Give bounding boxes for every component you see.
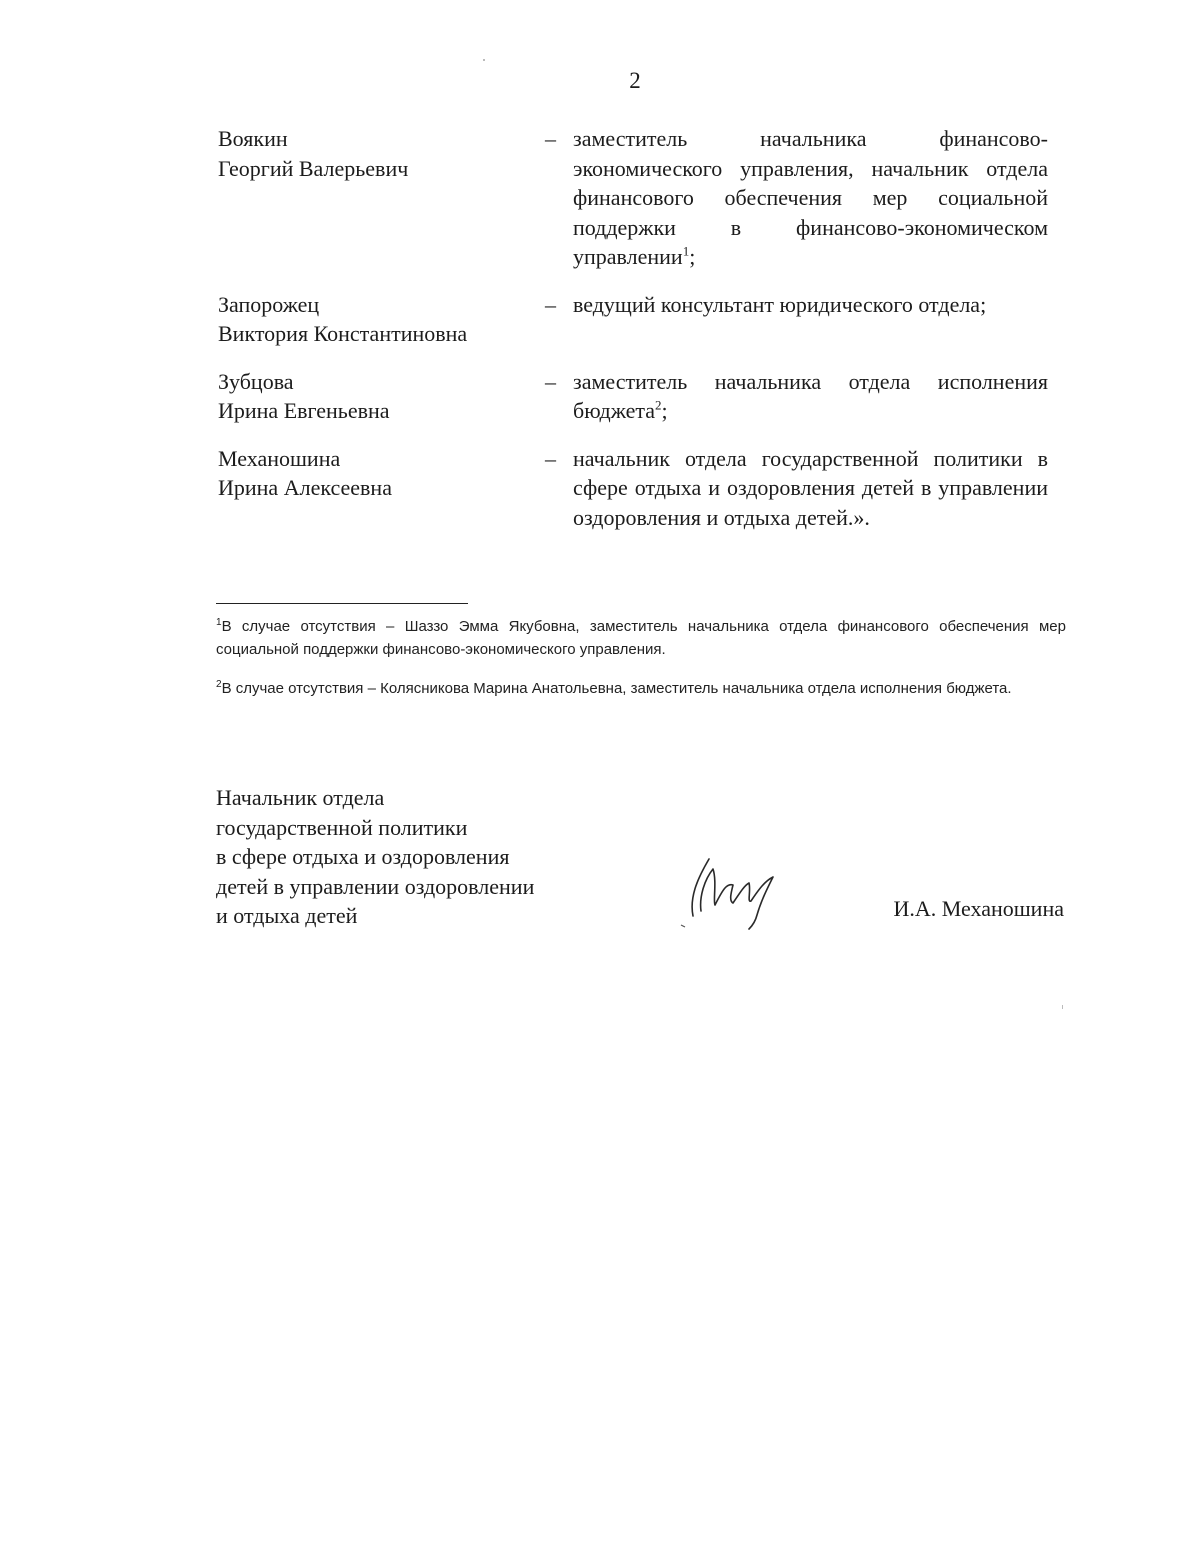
member-role-text: ведущий консультант юридического отдела; <box>573 291 987 317</box>
member-list <box>218 124 1048 550</box>
member-role <box>573 124 1048 272</box>
signer-name: И.А. Механошина <box>893 896 1064 921</box>
member-given-names: Ирина Алексеевна <box>218 475 392 500</box>
footnote-text: В случае отсутствия – Шаззо Эмма Якубовна, заместитель начальника отдела финансового обеспечения мер социальной поддержки финансово-экономического управления. <box>216 618 1066 658</box>
signer-title-line: и отдыха детей <box>216 903 358 928</box>
member-surname: Механошина <box>218 445 341 471</box>
footnote-marker: 2 <box>216 679 222 690</box>
footnote-ref: 2 <box>655 397 662 413</box>
member-surname: Зубцова <box>218 368 294 394</box>
member-role-text: начальник отдела государственной политики в сфере отдыха и оздоровления детей в управлении оздоровления и отдыха детей.». <box>573 445 1048 530</box>
member-role <box>573 444 1048 533</box>
footnote-text: В случае отсутствия – Колясникова Марина Анатольевна, заместитель начальника отдела исполнения бюджета. <box>221 680 1012 697</box>
scan-speck <box>1062 1005 1063 1009</box>
member-role-end: ; <box>689 244 696 269</box>
member-role-end: ; <box>661 398 668 423</box>
member-role <box>573 367 1048 426</box>
member-name <box>218 124 545 183</box>
member-surname: Запорожец <box>218 291 320 317</box>
footnote-separator <box>216 603 468 604</box>
signer-title-line: государственной политики <box>216 814 468 840</box>
member-entry <box>218 290 1048 349</box>
footnote <box>216 615 1066 661</box>
member-entry <box>218 124 1048 272</box>
member-entry <box>218 367 1048 426</box>
signer-title-line: Начальник отдела <box>216 785 385 810</box>
member-dash: – <box>545 368 556 394</box>
footnote-ref: 1 <box>682 243 690 259</box>
member-entry <box>218 444 1048 533</box>
footnote <box>216 677 1066 700</box>
member-dash: – <box>545 445 556 471</box>
member-surname: Воякин <box>218 126 288 151</box>
member-role <box>573 290 1048 320</box>
member-name <box>218 290 545 349</box>
member-dash: – <box>545 291 556 317</box>
member-given-names: Ирина Евгеньевна <box>218 398 390 423</box>
member-role-text: заместитель начальника финансово-экономического управления, начальник отдела финансового обеспечения мер социальной поддержки в финансово-экономическом управлении <box>573 126 1048 269</box>
signer-title-line: в сфере отдыха и оздоровления <box>216 844 510 869</box>
member-given-names: Георгий Валерьевич <box>218 155 409 181</box>
signer-title-line: детей в управлении оздоровлении <box>216 873 535 899</box>
signature-block <box>216 783 1076 933</box>
member-name <box>218 444 545 503</box>
handwritten-signature <box>671 841 791 931</box>
member-name <box>218 367 545 426</box>
member-role-text: заместитель начальника отдела исполнения бюджета <box>573 368 1048 423</box>
member-given-names: Виктория Константиновна <box>218 321 468 346</box>
footnotes <box>216 615 1066 716</box>
scan-speck <box>483 59 485 61</box>
footnote-marker: 1 <box>216 617 222 628</box>
page-number: 2 <box>629 68 641 93</box>
member-dash: – <box>545 126 556 151</box>
